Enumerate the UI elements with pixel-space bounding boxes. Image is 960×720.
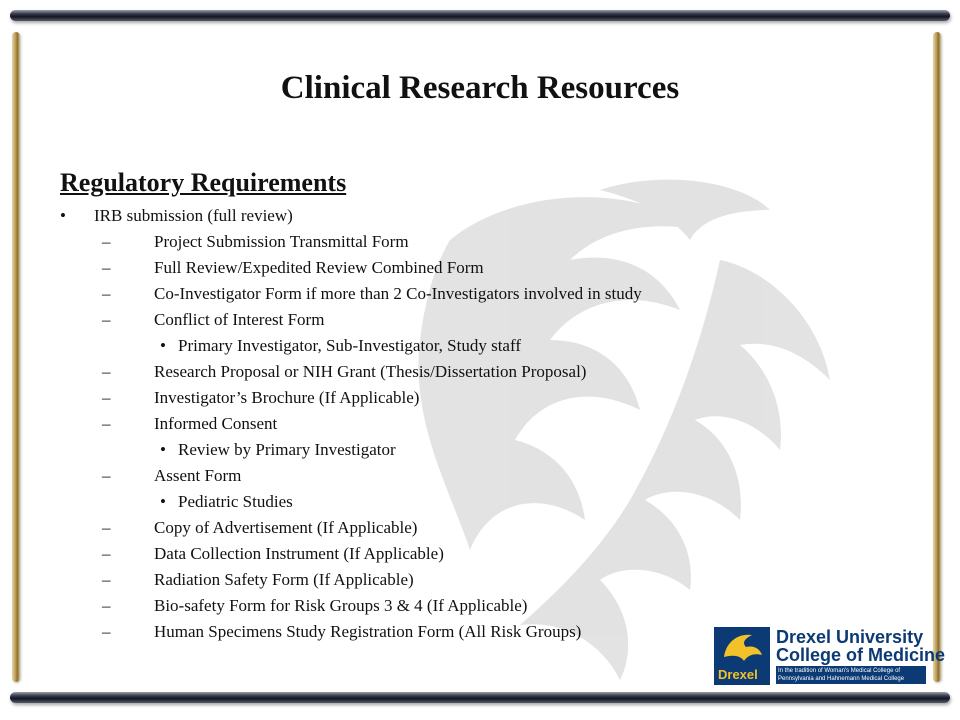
dash-marker: –	[102, 570, 111, 589]
dash-marker: –	[102, 362, 111, 381]
dash-marker: –	[102, 284, 111, 303]
top-frame-bar	[10, 10, 950, 21]
list-item: Project Submission Transmittal Form	[154, 232, 409, 251]
bullet-marker: •	[160, 492, 166, 511]
dash-marker: –	[102, 232, 111, 251]
dash-marker: –	[102, 258, 111, 277]
dash-marker: –	[102, 388, 111, 407]
list-item: Primary Investigator, Sub-Investigator, Study staff	[178, 336, 521, 355]
list-item: Conflict of Interest Form	[154, 310, 325, 329]
list-item: Data Collection Instrument (If Applicable)	[154, 544, 444, 563]
logo-university-name: Drexel University	[776, 627, 924, 647]
dash-marker: –	[102, 310, 111, 329]
list-item: Bio-safety Form for Risk Groups 3 & 4 (If Applicable)	[154, 596, 528, 615]
list-item: Informed Consent	[154, 414, 278, 433]
dash-marker: –	[102, 518, 111, 537]
list-item: Human Specimens Study Registration Form (All Risk Groups)	[154, 622, 582, 641]
list-item: Full Review/Expedited Review Combined Form	[154, 258, 484, 277]
logo-tagline: In the tradition of Woman's Medical College of Pennsylvania and Hahnemann Medical College	[776, 666, 926, 684]
logo-wordmark: Drexel	[718, 667, 758, 682]
dash-marker: –	[102, 596, 111, 615]
right-frame-bar	[933, 32, 941, 682]
dash-marker: –	[102, 622, 111, 641]
list-item: Research Proposal or NIH Grant (Thesis/Dissertation Proposal)	[154, 362, 587, 381]
list-item: Radiation Safety Form (If Applicable)	[154, 570, 414, 589]
drexel-logo	[714, 627, 946, 685]
bullet-marker: •	[60, 206, 66, 225]
bullet-marker: •	[160, 336, 166, 355]
list-item: Co-Investigator Form if more than 2 Co-Investigators involved in study	[154, 284, 642, 303]
dragon-logo-icon	[714, 627, 770, 667]
bullet-marker: •	[160, 440, 166, 459]
logo-college-name: College of Medicine	[776, 645, 946, 665]
list-item: Copy of Advertisement (If Applicable)	[154, 518, 418, 537]
list-item: Review by Primary Investigator	[178, 440, 396, 459]
dash-marker: –	[102, 414, 111, 433]
list-item: Assent Form	[154, 466, 242, 485]
slide-title: Clinical Research Resources	[280, 70, 680, 106]
logo-emblem	[714, 627, 770, 685]
left-frame-bar	[12, 32, 20, 682]
list-item: IRB submission (full review)	[94, 206, 293, 225]
section-heading: Regulatory Requirements	[60, 168, 347, 197]
list-item: Investigator’s Brochure (If Applicable)	[154, 388, 420, 407]
dash-marker: –	[102, 544, 111, 563]
bottom-frame-bar	[10, 692, 950, 703]
list-item: Pediatric Studies	[178, 492, 293, 511]
dash-marker: –	[102, 466, 111, 485]
